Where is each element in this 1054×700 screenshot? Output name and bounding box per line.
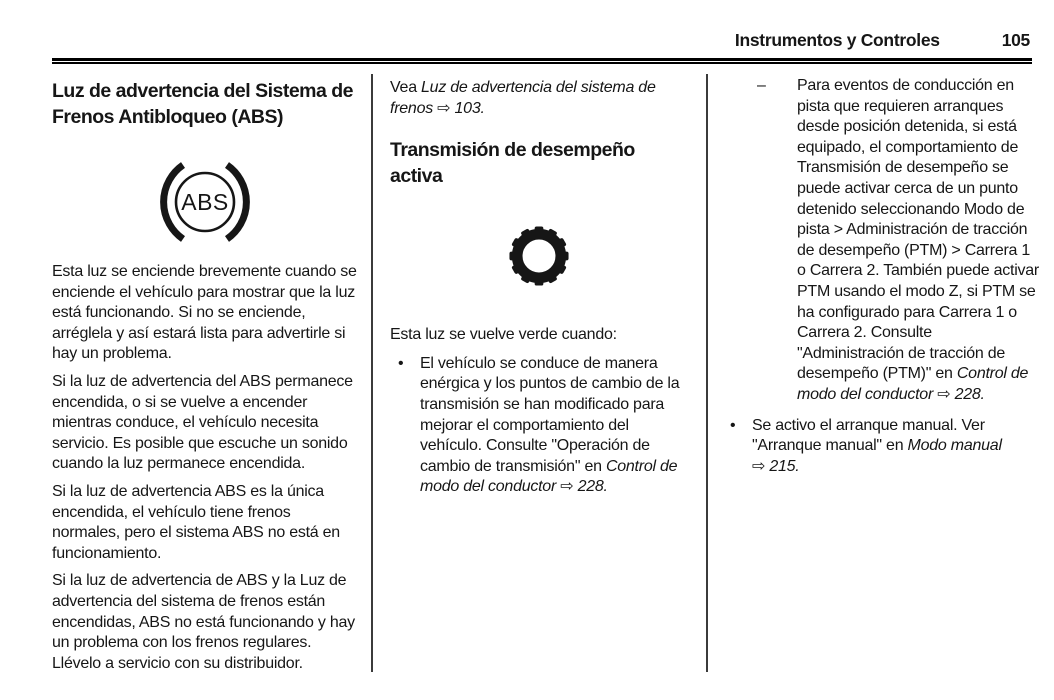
- paragraph: Si la luz de advertencia de ABS y la Luz de advertencia del sistema de frenos están encendidas, ABS no está funcionando y hay un problema con los frenos regulares. Llévelo a servicio con su distribuidor.: [52, 572, 355, 672]
- column-abs-warning: [52, 76, 358, 681]
- section-heading-transmission: Transmisión de desempeño activa: [390, 139, 635, 188]
- list-item-text: Se activo el arranque manual. Ver "Arranque manual" en Modo manual ⇨ 215.: [752, 416, 1002, 475]
- abs-icon-label: ABS: [181, 189, 229, 215]
- bullet-marker: •: [730, 416, 736, 434]
- column-ptm-details: [722, 76, 1040, 485]
- abs-warning-icon: [52, 156, 358, 248]
- section-heading-abs: Luz de advertencia del Sistema de Frenos Antibloqueo (ABS): [52, 80, 354, 128]
- bullet-marker: •: [398, 354, 404, 372]
- dash-marker: –: [757, 77, 766, 94]
- list-item-text: Para eventos de conducción en pista que requieren arranques desde posición detenida, si está equipado, el comportamiento de Transmisión de desempeño se puede activar cerca de un punto detenido seleccionando Modo de pista > Administración de tracción de desempeño (PTM) > Carrera 1 o Carrera 2. También puede activar PTM usando el modo Z, si PTM se ha configurado para Carrera 1 o Carrera 2. Consulte "Administración de tracción de desempeño (PTM)" en Control de modo del conductor ⇨ 228.: [797, 77, 1040, 403]
- list-item: [390, 354, 688, 498]
- dash-list-item: [722, 76, 1040, 406]
- header-section-title: Instrumentos y Controles: [734, 30, 940, 50]
- bullet-list-item: [722, 416, 1040, 478]
- header-rule: [52, 58, 1032, 64]
- column-performance-shift: [390, 76, 688, 506]
- bullet-list: [390, 354, 688, 498]
- column-divider-right: [706, 74, 708, 672]
- column-divider-left: [371, 74, 373, 672]
- page-number: 105: [1001, 30, 1030, 50]
- cross-reference: Vea Luz de advertencia del sistema de frenos ⇨ 103.: [390, 79, 656, 117]
- paragraph: Si la luz de advertencia ABS es la única encendida, el vehículo tiene frenos normales, pero el sistema ABS no está en funcionamiento.: [52, 482, 340, 562]
- gear-icon: [390, 225, 688, 287]
- list-item-text: El vehículo se conduce de manera enérgica y los puntos de cambio de la transmisión se han modificado para mejorar el comportamiento del vehículo. Consulte "Operación de cambio de transmisión" en Control de modo del conductor ⇨ 228.: [420, 354, 680, 496]
- paragraph: Si la luz de advertencia del ABS permanece encendida, o si se vuelve a encender mientras conduce, el vehículo necesita servicio. Es posible que escuche un sonido cuando la luz permanece encendida.: [52, 372, 353, 473]
- page-header: [52, 30, 1030, 51]
- paragraph: Esta luz se enciende brevemente cuando se enciende el vehículo para mostrar que la luz está funcionando. Si no se enciende, arréglela y así estará lista para advertirle si hay un problema.: [52, 263, 357, 363]
- intro-line: Esta luz se vuelve verde cuando:: [390, 326, 617, 344]
